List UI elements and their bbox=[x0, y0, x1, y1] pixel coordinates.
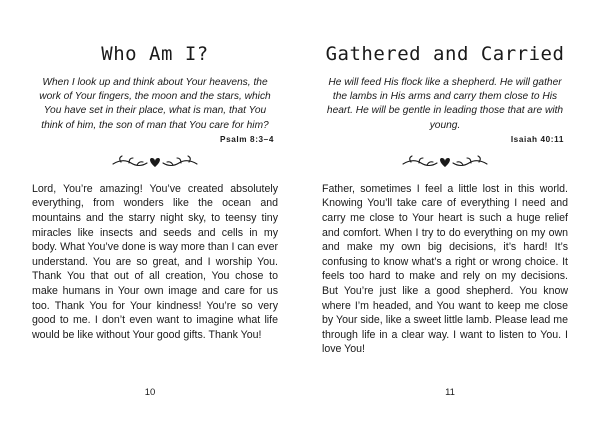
prayer-text: Lord, You’re amazing! You’ve created absolutely everything, from wonders like the ocean and mountains and the starry night sky, to teensy tiny miracles like insects and seeds and cells in my body. What You’ve done is way more than I can ever understand. You are so great, and I worship You. Thank You that out of all creation, You chose to make humans in Your own image and care for us too. Thank You for Your kindness! You’re so very good to me. I don’t even want to imagine what life would be like without Your good gifts. Thank You! bbox=[32, 182, 278, 341]
scripture-reference: Isaiah 40:11 bbox=[510, 134, 564, 144]
scripture-reference: Psalm 8:3–4 bbox=[220, 134, 274, 144]
scripture-verse: When I look up and think about Your heavens, the work of Your fingers, the moon and the stars, which You have set in their place, what is man, that You think of him, the son of man that You care for him? bbox=[39, 77, 271, 131]
page-title: Gathered and Carried bbox=[325, 43, 565, 65]
page-title: Who Am I? bbox=[101, 43, 209, 65]
page-number: 11 bbox=[445, 387, 455, 398]
scripture-verse: He will feed His flock like a shepherd. He will gather the lambs in His arms and carry them close to His heart. He will be gentle in leading those that are with young. bbox=[326, 77, 564, 131]
right-page bbox=[300, 0, 600, 424]
heart-vine-divider-icon bbox=[399, 154, 491, 170]
page-number: 10 bbox=[144, 387, 156, 398]
prayer-text: Father, sometimes I feel a little lost in this world. Knowing You’ll take care of everything I need and carry me close to Your heart is such a huge relief and comfort. When I try to do everything on my own and make my own big decisions, it’s hard! It’s confusing to know what’s a right or wrong choice. It feels too hard to make and rely on my decisions. But You’re just like a good shepherd. You know where I’m headed, and You want to keep me close by Your side, like a sweet little lamb. Please lead me through life in a clear way. I want to listen to You. I love You! bbox=[322, 182, 568, 356]
heart-vine-divider-icon bbox=[109, 154, 201, 170]
